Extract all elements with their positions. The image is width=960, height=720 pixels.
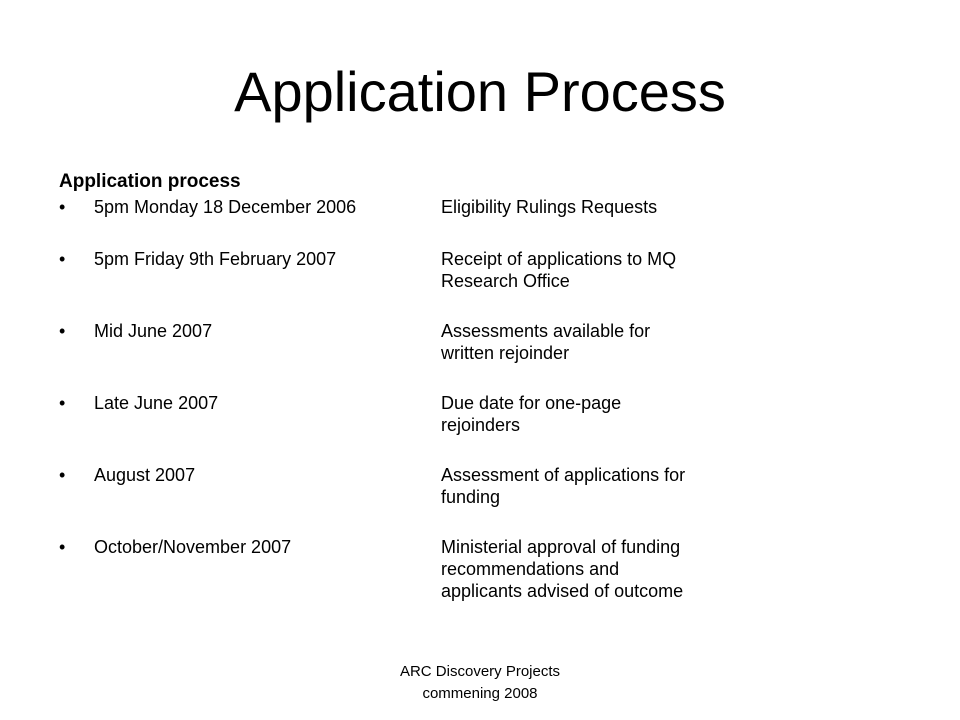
bullet-icon: • bbox=[59, 249, 66, 269]
bullet-icon: • bbox=[59, 393, 66, 413]
timeline-date: 5pm Friday 9th February 2007 bbox=[94, 249, 337, 269]
timeline-description: Eligibility Rulings Requests bbox=[441, 197, 658, 217]
timeline-description: Receipt of applications to MQ Research Office bbox=[441, 249, 677, 291]
bullet-icon: • bbox=[59, 197, 66, 217]
timeline-date: August 2007 bbox=[94, 465, 196, 485]
timeline-date: 5pm Monday 18 December 2006 bbox=[94, 197, 357, 217]
timeline-description: Ministerial approval of funding recommendations and applicants advised of outcome bbox=[441, 537, 684, 601]
bullet-icon: • bbox=[59, 321, 66, 341]
timeline-date: October/November 2007 bbox=[94, 537, 292, 557]
bullet-icon: • bbox=[59, 537, 66, 557]
timeline-date: Late June 2007 bbox=[94, 393, 219, 413]
section-subheading: Application process bbox=[59, 171, 241, 192]
bullet-icon: • bbox=[59, 465, 66, 485]
timeline-description: Assessment of applications for funding bbox=[441, 465, 686, 507]
timeline-date: Mid June 2007 bbox=[94, 321, 213, 341]
timeline-description: Due date for one-page rejoinders bbox=[441, 393, 622, 435]
slide-footer: ARC Discovery Projects commening 2008 bbox=[399, 663, 561, 702]
timeline-description: Assessments available for written rejoinder bbox=[441, 321, 651, 363]
slide-title: Application Process bbox=[234, 60, 726, 123]
